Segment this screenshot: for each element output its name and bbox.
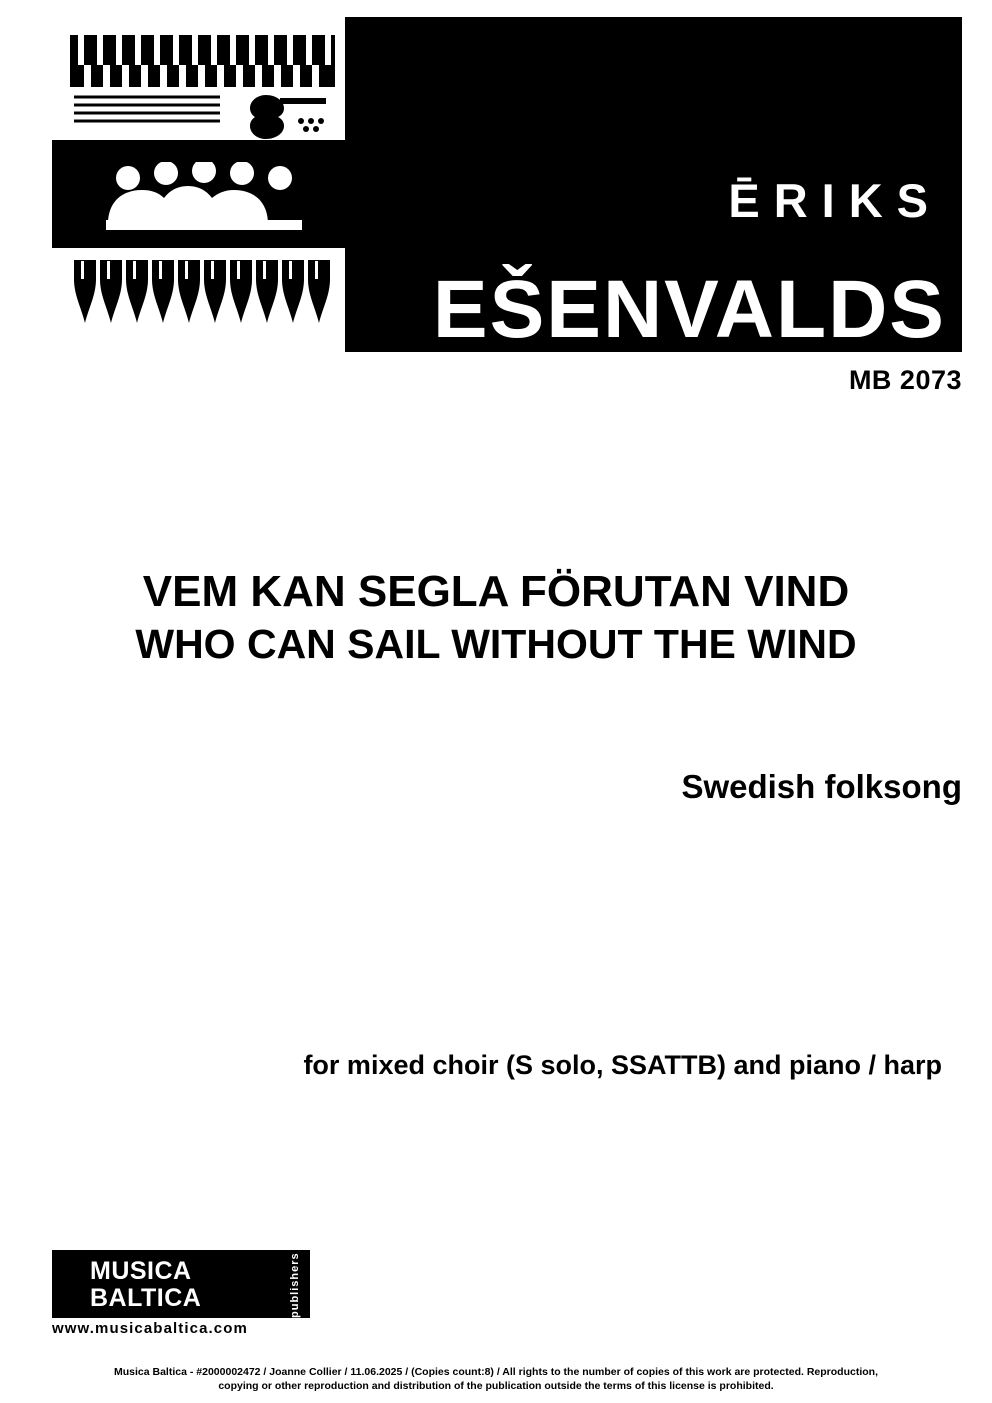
composer-name-band: [345, 17, 962, 355]
license-line-2: copying or other reproduction and distribution of the publication outside the terms of this license is prohibited.: [218, 1379, 774, 1392]
catalogue-number: MB 2073: [848, 365, 962, 395]
license-line-1: Musica Baltica - #2000002472 / Joanne Collier / 11.06.2025 / (Copies count:8) / All rights to the number of copies of this work are protected. Reproduction,: [114, 1366, 878, 1378]
publisher-box: [52, 1250, 310, 1318]
page-title: VEM KAN SEGLA FÖRUTAN VIND: [142, 567, 850, 616]
publisher-name-line1: MUSICA: [90, 1257, 192, 1285]
page-subtitle: WHO CAN SAIL WITHOUT THE WIND: [135, 620, 857, 667]
composer-last-name: EŠENVALDS: [432, 264, 946, 355]
violin-icon: [74, 97, 220, 121]
cover-header: [0, 0, 992, 360]
publisher-name-line2: BALTICA: [90, 1284, 202, 1312]
instrument-icon-panel: [52, 17, 352, 352]
license-footer: [0, 1366, 992, 1394]
publisher-url[interactable]: www.musicabaltica.com: [52, 1320, 248, 1337]
scoring-label: for mixed choir (S solo, SSATTB) and piano / harp: [303, 1050, 942, 1080]
composer-first-name: ĒRIKS: [728, 174, 942, 227]
source-label: Swedish folksong: [681, 768, 962, 805]
title-block: [0, 565, 992, 669]
piano-keys-icon: [70, 35, 335, 140]
publisher-logo: [52, 1250, 310, 1340]
publisher-vertical-label: publishers: [289, 1252, 301, 1318]
choir-singers-icon: [104, 162, 304, 232]
tulip-row-icon: [70, 257, 335, 329]
